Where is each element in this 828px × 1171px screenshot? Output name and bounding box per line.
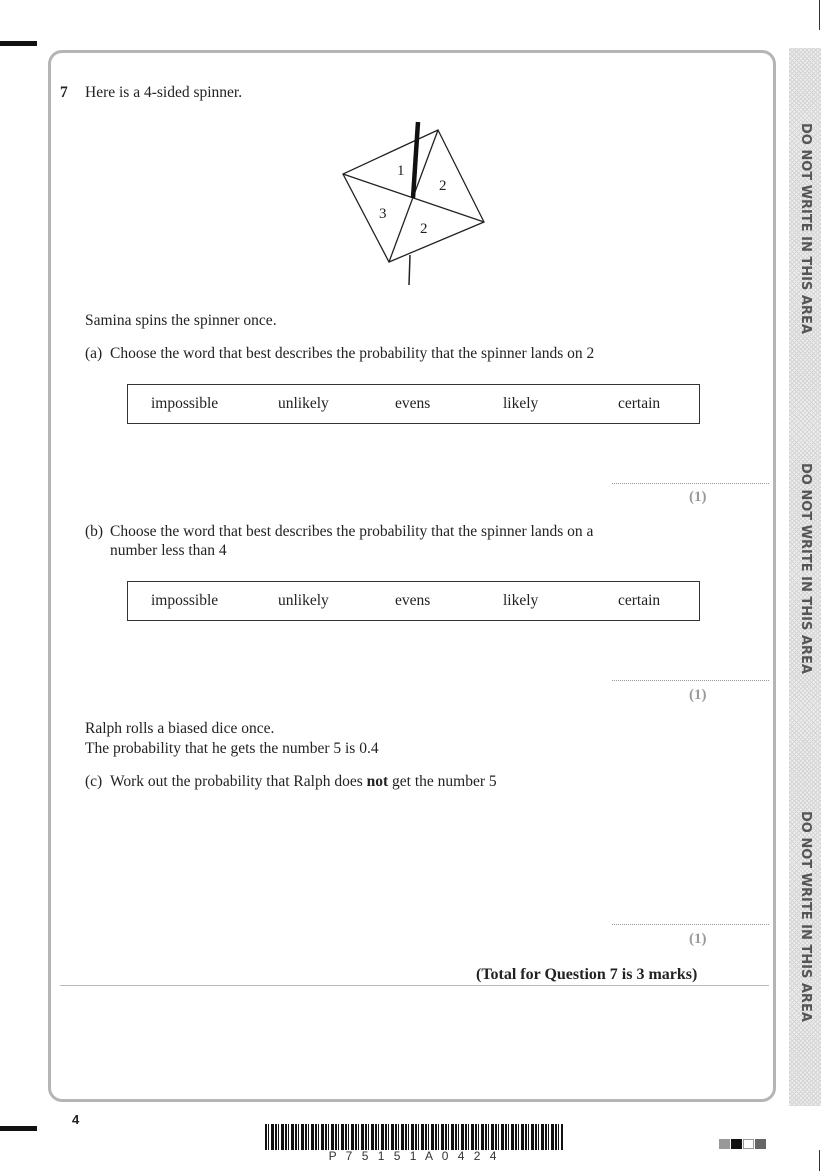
context-text: Samina spins the spinner once.	[85, 312, 277, 329]
spinner-label: 1	[397, 163, 405, 179]
spinner-label: 2	[420, 221, 428, 237]
word-options-a	[127, 384, 700, 424]
spinner-axle	[409, 255, 410, 285]
option-evens[interactable]: evens	[395, 395, 431, 412]
option-evens[interactable]: evens	[395, 592, 431, 609]
mark-b: (1)	[689, 687, 707, 703]
margin-warning: DO NOT WRITE IN THIS AREA	[798, 123, 813, 334]
part-b-text: number less than 4	[110, 542, 227, 559]
spinner-label: 2	[439, 178, 447, 194]
option-unlikely[interactable]: unlikely	[278, 395, 329, 412]
mark-c: (1)	[689, 931, 707, 947]
part-a-text: Choose the word that best describes the probability that the spinner lands on 2	[110, 345, 595, 362]
option-impossible[interactable]: impossible	[151, 592, 219, 609]
margin-warning: DO NOT WRITE IN THIS AREA	[798, 811, 813, 1022]
question-intro: Here is a 4-sided spinner.	[85, 84, 243, 101]
margin-warning: DO NOT WRITE IN THIS AREA	[798, 463, 813, 674]
context-text: Ralph rolls a biased dice once.	[85, 720, 275, 737]
total-marks: (Total for Question 7 is 3 marks)	[476, 966, 698, 983]
answer-line-c[interactable]	[612, 924, 769, 925]
option-likely[interactable]: likely	[503, 592, 539, 609]
part-a-label: (a)	[85, 345, 103, 362]
part-c-text	[110, 773, 497, 791]
crop-mark	[819, 1150, 820, 1171]
part-c-emphasis: not	[366, 773, 389, 790]
option-impossible[interactable]: impossible	[151, 395, 219, 412]
part-c-label: (c)	[85, 773, 103, 790]
option-likely[interactable]: likely	[503, 395, 539, 412]
word-options-b	[127, 581, 700, 621]
part-b-text: Choose the word that best describes the probability that the spinner lands on a	[110, 523, 594, 540]
barcode-text: P 7 5 1 5 1 A 0 4 2 4	[328, 1149, 500, 1163]
option-certain[interactable]: certain	[618, 395, 661, 412]
colour-bars	[719, 1139, 766, 1149]
answer-line-b[interactable]	[612, 680, 769, 681]
option-unlikely[interactable]: unlikely	[278, 592, 329, 609]
option-certain[interactable]: certain	[618, 592, 661, 609]
page-number: 4	[72, 1112, 80, 1127]
part-b-label: (b)	[85, 523, 104, 540]
part-c-text-pre: Work out the probability that Ralph does	[110, 773, 367, 790]
divider	[60, 985, 769, 986]
barcode	[265, 1124, 563, 1150]
context-text: The probability that he gets the number 5 is 0.4	[85, 740, 379, 757]
spinner-diagram	[0, 0, 828, 300]
question-number: 7	[60, 84, 68, 101]
part-c-text-post: get the number 5	[388, 773, 497, 790]
answer-line-a[interactable]	[612, 483, 769, 484]
spinner-label: 3	[379, 206, 387, 222]
crop-mark	[0, 1126, 37, 1131]
mark-a: (1)	[689, 489, 707, 505]
